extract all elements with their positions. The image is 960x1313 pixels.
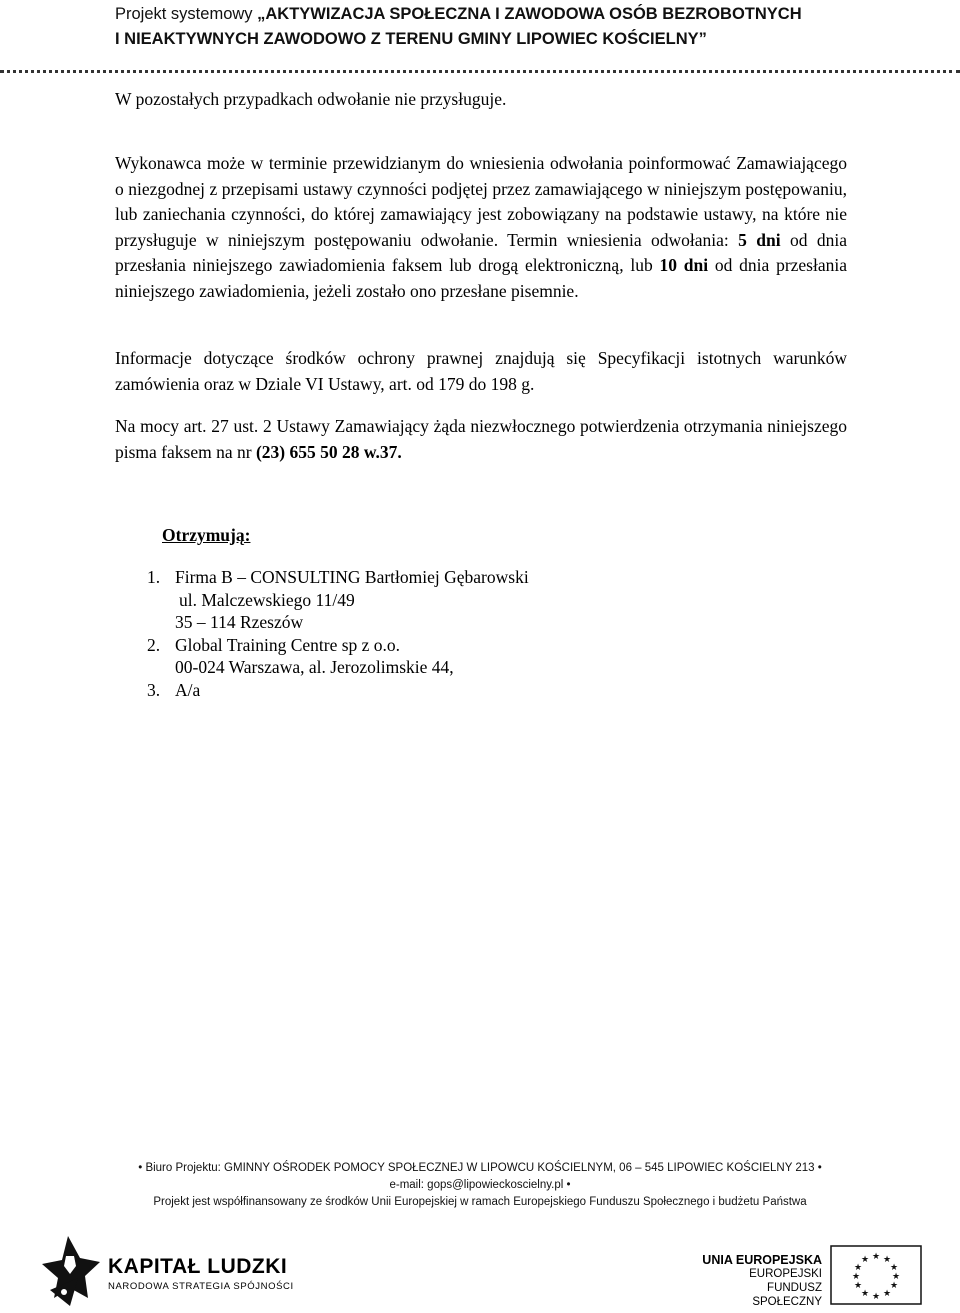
p2-deadline-10: 10 dni (659, 255, 709, 275)
svg-text:★: ★ (889, 1263, 899, 1273)
list-item (147, 566, 529, 589)
eu-fund-text (700, 1253, 822, 1309)
eu-flag-icon (830, 1245, 922, 1310)
paragraph-2 (115, 151, 847, 304)
svg-text:★: ★ (860, 1255, 870, 1265)
recipient-name: Global Training Centre sp z o.o. (175, 634, 401, 655)
recipient-name: A/a (175, 679, 201, 700)
list-number: 1. (147, 567, 161, 587)
svg-text:★: ★ (853, 1263, 863, 1273)
eu-text-line-2: EUROPEJSKI (749, 1268, 822, 1280)
svg-text:★: ★ (853, 1281, 863, 1291)
kapital-ludzki-logo (40, 1232, 102, 1313)
svg-text:★: ★ (889, 1281, 899, 1291)
header-line-1 (115, 2, 915, 27)
header-prefix: Projekt systemowy (115, 5, 258, 23)
p2-part-c: od dnia przesłania niniejszego zawiadomienia faksem lub drogą elektroniczną, lub (115, 229, 848, 275)
recipients-title: Otrzymują: (162, 525, 251, 545)
p4-part-a: Na mocy art. 27 ust. 2 Ustawy Zamawiający żąda niezwłocznego potwierdzenia otrzymania niniejszego pisma faksem na nr (115, 416, 847, 462)
footer-office-line: • Biuro Projektu: GMINNY OŚRODEK POMOCY SPOŁECZNEJ W LIPOWCU KOŚCIELNYM, 06 – 545 LIPOWIEC KOŚCIELNY 213 • (138, 1162, 822, 1174)
paragraph-2-text (115, 151, 847, 304)
recipients-list (147, 566, 529, 701)
p2-part-a: Wykonawca może w terminie przewidzianym do wniesienia odwołania poinformować Zamawiającego o niezgodnej z przepisami ustawy czynności podjętej przez zamawiającego w niniejszym postępowaniu, lub zaniechania czynności, do której zamawiający jest zobowiązany na podstawie ustawy, na które nie przysługuje w niniejszym postępowaniu odwołanie. Termin wniesienia odwołania: (115, 153, 847, 250)
p4-fax-number: (23) 655 50 28 w.37 (255, 441, 398, 462)
recipient-street: ul. Malczewskiego 11/49 (179, 589, 355, 610)
kapital-ludzki-text (108, 1255, 294, 1292)
recipient-city: 35 – 114 Rzeszów (175, 612, 304, 632)
kapital-ludzki-icon (40, 1232, 102, 1308)
svg-text:★: ★ (871, 1292, 881, 1302)
header-divider (0, 70, 960, 73)
footer-email-line: e-mail: gops@lipowieckoscielny.pl • (389, 1179, 571, 1191)
eu-text-line-3: FUNDUSZ SPOŁECZNY (752, 1282, 822, 1308)
svg-text:★: ★ (851, 1272, 861, 1282)
page-header (115, 2, 915, 52)
header-line-2 (115, 27, 915, 52)
footer-funding-line: Projekt jest współfinansowany ze środków Unii Europejskiej w ramach Europejskiego Funduszu Społecznego i budżetu Państwa (153, 1196, 807, 1208)
svg-text:★: ★ (860, 1289, 870, 1299)
paragraph-3 (115, 346, 847, 397)
kapital-ludzki-subtitle: NARODOWA STRATEGIA SPÓJNOŚCI (108, 1281, 294, 1292)
svg-text:★: ★ (871, 1252, 881, 1262)
recipient-address: 00-024 Warszawa, al. Jerozolimskie 44, (175, 657, 454, 677)
header-title-2: I NIEAKTYWNYCH ZAWODOWO Z TERENU GMINY LIPOWIEC KOŚCIELNY” (115, 30, 707, 48)
kapital-ludzki-title: KAPITAŁ LUDZKI (108, 1255, 288, 1278)
svg-text:★: ★ (882, 1255, 892, 1265)
p2-deadline-5: 5 dni (738, 229, 781, 250)
eu-text-line-1: UNIA EUROPEJSKA (702, 1253, 822, 1267)
list-item (147, 679, 529, 702)
paragraph-4-text (115, 414, 847, 465)
recipient-name: Firma B – CONSULTING Bartłomiej Gębarowski (175, 567, 529, 587)
paragraph-1-text: W pozostałych przypadkach odwołanie nie przysługuje. (115, 89, 507, 109)
paragraph-4 (115, 414, 847, 465)
svg-text:★: ★ (891, 1272, 901, 1282)
list-number: 3. (147, 679, 161, 700)
paragraph-3-text: Informacje dotyczące środków ochrony prawnej znajdują się Specyfikacji istotnych warunków zamówienia oraz w Dziale VI Ustawy, art. od 179 do 198 g. (115, 348, 847, 394)
paragraph-1 (115, 87, 847, 113)
p2-part-e: od dnia przesłania niniejszego zawiadomienia, jeżeli zostało ono przesłane pisemnie. (115, 255, 847, 301)
header-title-1: „AKTYWIZACJA SPOŁECZNA I ZAWODOWA OSÓB BEZROBOTNYCH (257, 5, 802, 23)
list-number: 2. (147, 634, 161, 655)
p4-period: . (397, 441, 402, 462)
svg-text:★: ★ (882, 1289, 892, 1299)
list-item (147, 634, 529, 657)
